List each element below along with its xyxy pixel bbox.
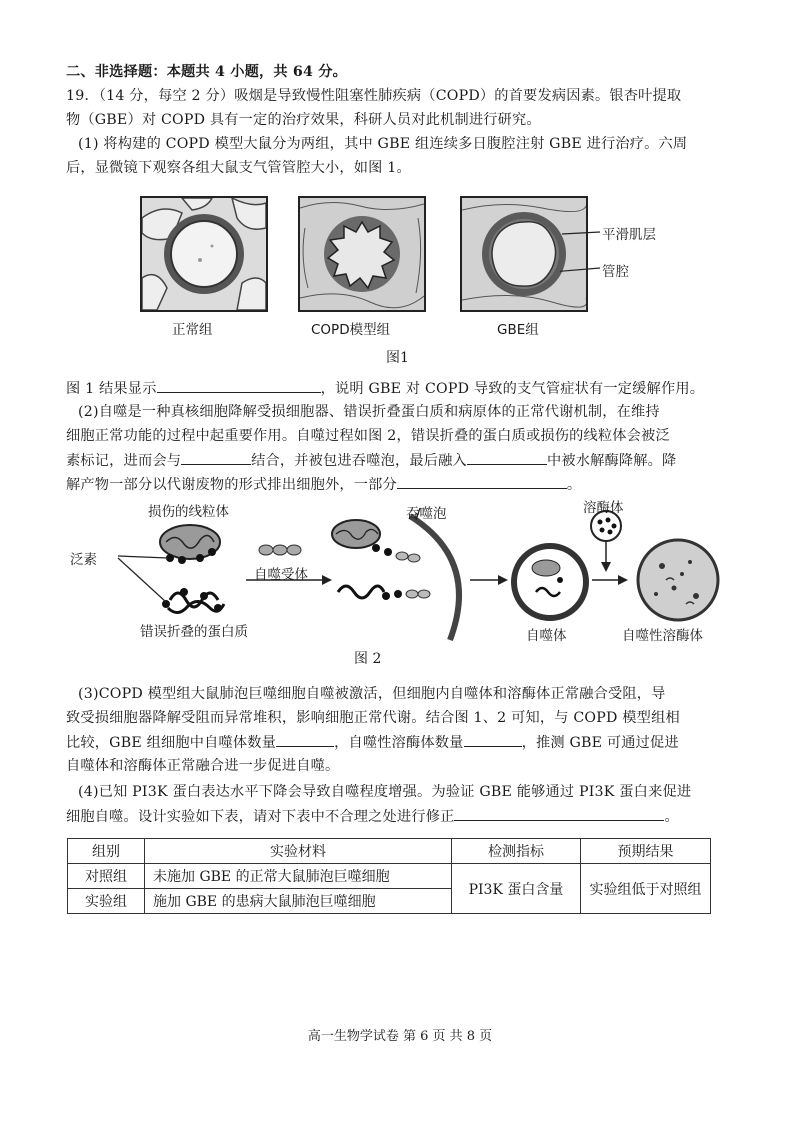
label-smooth-muscle: 平滑肌层 [602, 227, 656, 243]
label-phagophore: 吞噬泡 [406, 506, 447, 522]
label-copd-group: COPD模型组 [311, 322, 391, 338]
label-autophagosome: 自噬体 [526, 628, 567, 644]
part2-text-line1: (2)自噬是一种真核细胞降解受损细胞器、错误折叠蛋白质和病原体的正常代谢机制，在维持 [78, 404, 660, 420]
table-cell-material: 未施加 GBE 的正常大鼠肺泡巨噬细胞 [145, 864, 452, 889]
autolysosome-icon [638, 540, 718, 620]
label-gbe-group: GBE组 [497, 322, 539, 338]
blank-2[interactable] [181, 450, 251, 465]
blank-3[interactable] [467, 450, 547, 465]
autophagosome-icon [514, 546, 586, 618]
micrograph-copd [298, 196, 426, 312]
question-19-intro-line2: 物（GBE）对 COPD 具有一定的治疗效果，科研人员对此机制进行研究。 [66, 112, 541, 128]
blank-4[interactable] [397, 474, 567, 489]
section-header: 二、非选择题：本题共 4 小题，共 64 分。 [66, 64, 347, 80]
label-normal-group: 正常组 [172, 322, 213, 338]
blank-7[interactable] [454, 806, 664, 821]
micrograph-normal [140, 196, 268, 312]
table-cell-expected: 实验组低于对照组 [581, 864, 711, 914]
blank-6[interactable] [464, 732, 522, 747]
part3-text-line3: 比较，GBE 组细胞中自噬体数量 ，自噬性溶酶体数量 ，推测 GBE 可通过促进 [66, 732, 746, 753]
table-header-material: 实验材料 [145, 839, 452, 864]
part2-text-line3: 素标记，进而会与 结合，并被包进吞噬泡，最后融入 中被水解酶降解。降 [66, 450, 746, 471]
table-header-indicator: 检测指标 [452, 839, 581, 864]
misfolded-protein-icon [162, 588, 224, 613]
blank-5[interactable] [276, 732, 334, 747]
question-19-intro-line1: 19．（14 分，每空 2 分）吸烟是导致慢性阻塞性肺疾病（COPD）的首要发病因素。银杏叶提取 [66, 88, 682, 104]
label-autolysosome: 自噬性溶酶体 [622, 628, 703, 644]
table-cell-group: 对照组 [68, 864, 145, 889]
part1-text-line2: 后，显微镜下观察各组大鼠支气管管腔大小，如图 1。 [66, 160, 411, 176]
label-damaged-mitochondrion: 损伤的线粒体 [148, 504, 229, 520]
phagophore-icon [410, 516, 459, 640]
experiment-table [67, 838, 711, 914]
damaged-mitochondrion-icon [160, 525, 220, 564]
table-row [68, 864, 711, 889]
page-footer: 高一生物学试卷 第 6 页 共 8 页 [307, 1029, 493, 1044]
table-cell-group: 实验组 [68, 889, 145, 914]
part1-answer-prefix: 图 1 结果显示 [66, 381, 157, 397]
table-header-row [68, 839, 711, 864]
label-lumen: 管腔 [602, 264, 629, 280]
blank-1[interactable] [157, 378, 321, 393]
part1-answer-suffix: ，说明 GBE 对 COPD 导致的支气管症状有一定缓解作用。 [320, 381, 705, 397]
figure-2-caption: 图 2 [354, 651, 382, 667]
part1-answer-line [66, 378, 746, 399]
part1-text-line1: (1) 将构建的 COPD 模型大鼠分为两组，其中 GBE 组连续多日腹腔注射 GBE 进行治疗。六周 [78, 136, 688, 152]
table-header-group: 组别 [68, 839, 145, 864]
part3-text-line4: 自噬体和溶酶体正常融合进一步促进自噬。 [66, 758, 340, 774]
part2-text-line4: 解产物一部分以代谢废物的形式排出细胞外，一部分 。 [66, 474, 746, 495]
label-autophagy-receptor: 自噬受体 [254, 567, 308, 583]
part4-text-line2: 细胞自噬。设计实验如下表，请对下表中不合理之处进行修正 。 [66, 806, 746, 827]
part2-text-line2: 细胞正常功能的过程中起重要作用。自噬过程如图 2，错误折叠的蛋白质或损伤的线粒体会被泛 [66, 428, 670, 444]
part3-text-line2: 致受损细胞器降解受阻而异常堆积，影响细胞正常代谢。结合图 1、2 可知，与 COPD 模型组相 [66, 710, 680, 726]
autophagy-receptor-icon [259, 545, 301, 555]
label-ubiquitin: 泛素 [70, 552, 97, 568]
part4-text-line1: (4)已知 PI3K 蛋白表达水平下降会导致自噬程度增强。为验证 GBE 能够通过 PI3K 蛋白来促进 [78, 784, 692, 800]
figure-1-caption: 图1 [386, 350, 409, 366]
label-lysosome: 溶酶体 [583, 500, 624, 516]
part3-text-line1: (3)COPD 模型组大鼠肺泡巨噬细胞自噬被激活，但细胞内自噬体和溶酶体正常融合受阻，导 [78, 686, 666, 702]
table-cell-indicator: PI3K 蛋白含量 [452, 864, 581, 914]
tagged-cargo-icon [332, 520, 430, 600]
table-header-expected: 预期结果 [581, 839, 711, 864]
table-cell-material: 施加 GBE 的患病大鼠肺泡巨噬细胞 [145, 889, 452, 914]
label-misfolded-protein: 错误折叠的蛋白质 [140, 624, 248, 640]
